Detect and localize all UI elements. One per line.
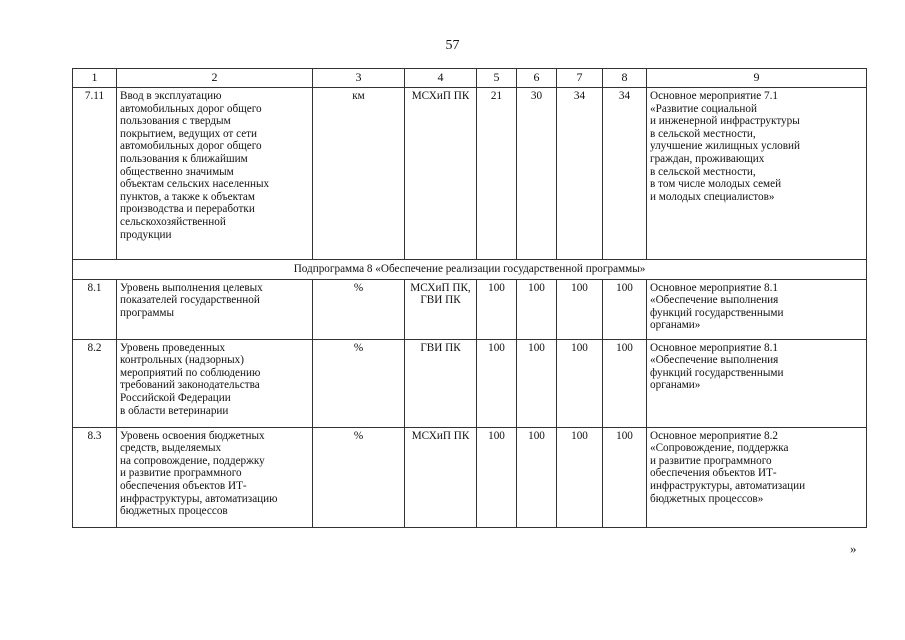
unit-cell: %: [313, 339, 405, 427]
executor-cell: МСХиП ПК: [405, 427, 477, 527]
value-cell: 21: [477, 88, 517, 260]
value-cell: 30: [517, 88, 557, 260]
header-cell: 8: [603, 69, 647, 88]
row-number: 8.3: [73, 427, 117, 527]
header-cell: 2: [117, 69, 313, 88]
header-cell: 1: [73, 69, 117, 88]
header-cell: 4: [405, 69, 477, 88]
executor-cell: МСХиП ПК, ГВИ ПК: [405, 279, 477, 339]
indicators-table-container: [72, 68, 866, 528]
unit-cell: %: [313, 279, 405, 339]
event-cell: Основное мероприятие 8.1 «Обеспечение выполнения функций государственными органами»: [647, 339, 867, 427]
header-cell: 3: [313, 69, 405, 88]
unit-cell: км: [313, 88, 405, 260]
table-row: [73, 339, 867, 427]
executor-cell: ГВИ ПК: [405, 339, 477, 427]
header-row: [73, 69, 867, 88]
value-cell: 34: [557, 88, 603, 260]
value-cell: 100: [557, 339, 603, 427]
row-number: 8.1: [73, 279, 117, 339]
indicator-name: Ввод в эксплуатацию автомобильных дорог общего пользования с твердым покрытием, ведущих от сети автомобильных дорог общего пользования к ближайшим общественно значимым объектам сельских населенных пунктов, а также к объектам производства и переработки сельскохозяйственной продукции: [117, 88, 313, 260]
indicators-table: [72, 68, 867, 528]
subprogram-row: [73, 260, 867, 280]
event-cell: Основное мероприятие 8.1 «Обеспечение выполнения функций государственными органами»: [647, 279, 867, 339]
value-cell: 100: [517, 279, 557, 339]
header-cell: 7: [557, 69, 603, 88]
row-number: 8.2: [73, 339, 117, 427]
header-cell: 6: [517, 69, 557, 88]
value-cell: 100: [603, 279, 647, 339]
event-cell: Основное мероприятие 8.2 «Сопровождение, поддержка и развитие программного обеспечения объектов ИТ- инфраструктуры, автоматизации бюджетных процессов»: [647, 427, 867, 527]
table-row: [73, 88, 867, 260]
table-row: [73, 427, 867, 527]
continuation-mark: »: [850, 541, 857, 556]
value-cell: 100: [603, 427, 647, 527]
row-number: 7.11: [73, 88, 117, 260]
value-cell: 34: [603, 88, 647, 260]
value-cell: 100: [477, 279, 517, 339]
executor-cell: МСХиП ПК: [405, 88, 477, 260]
subprogram-title: Подпрограмма 8 «Обеспечение реализации государственной программы»: [73, 260, 867, 280]
indicator-name: Уровень выполнения целевых показателей государственной программы: [117, 279, 313, 339]
indicator-name: Уровень проведенных контрольных (надзорных) мероприятий по соблюдению требований законодательства Российской Федерации в области ветеринарии: [117, 339, 313, 427]
value-cell: 100: [477, 339, 517, 427]
value-cell: 100: [517, 427, 557, 527]
event-cell: Основное мероприятие 7.1 «Развитие социальной и инженерной инфраструктуры в сельской местности, улучшение жилищных условий граждан, проживающих в сельской местности, в том числе молодых семей и молодых специалистов»: [647, 88, 867, 260]
value-cell: 100: [603, 339, 647, 427]
value-cell: 100: [557, 427, 603, 527]
page-number: 57: [445, 38, 460, 53]
unit-cell: %: [313, 427, 405, 527]
value-cell: 100: [477, 427, 517, 527]
header-cell: 5: [477, 69, 517, 88]
value-cell: 100: [517, 339, 557, 427]
indicator-name: Уровень освоения бюджетных средств, выделяемых на сопровождение, поддержку и развитие программного обеспечения объектов ИТ- инфраструктуры, автоматизацию бюджетных процессов: [117, 427, 313, 527]
value-cell: 100: [557, 279, 603, 339]
table-row: [73, 279, 867, 339]
header-cell: 9: [647, 69, 867, 88]
